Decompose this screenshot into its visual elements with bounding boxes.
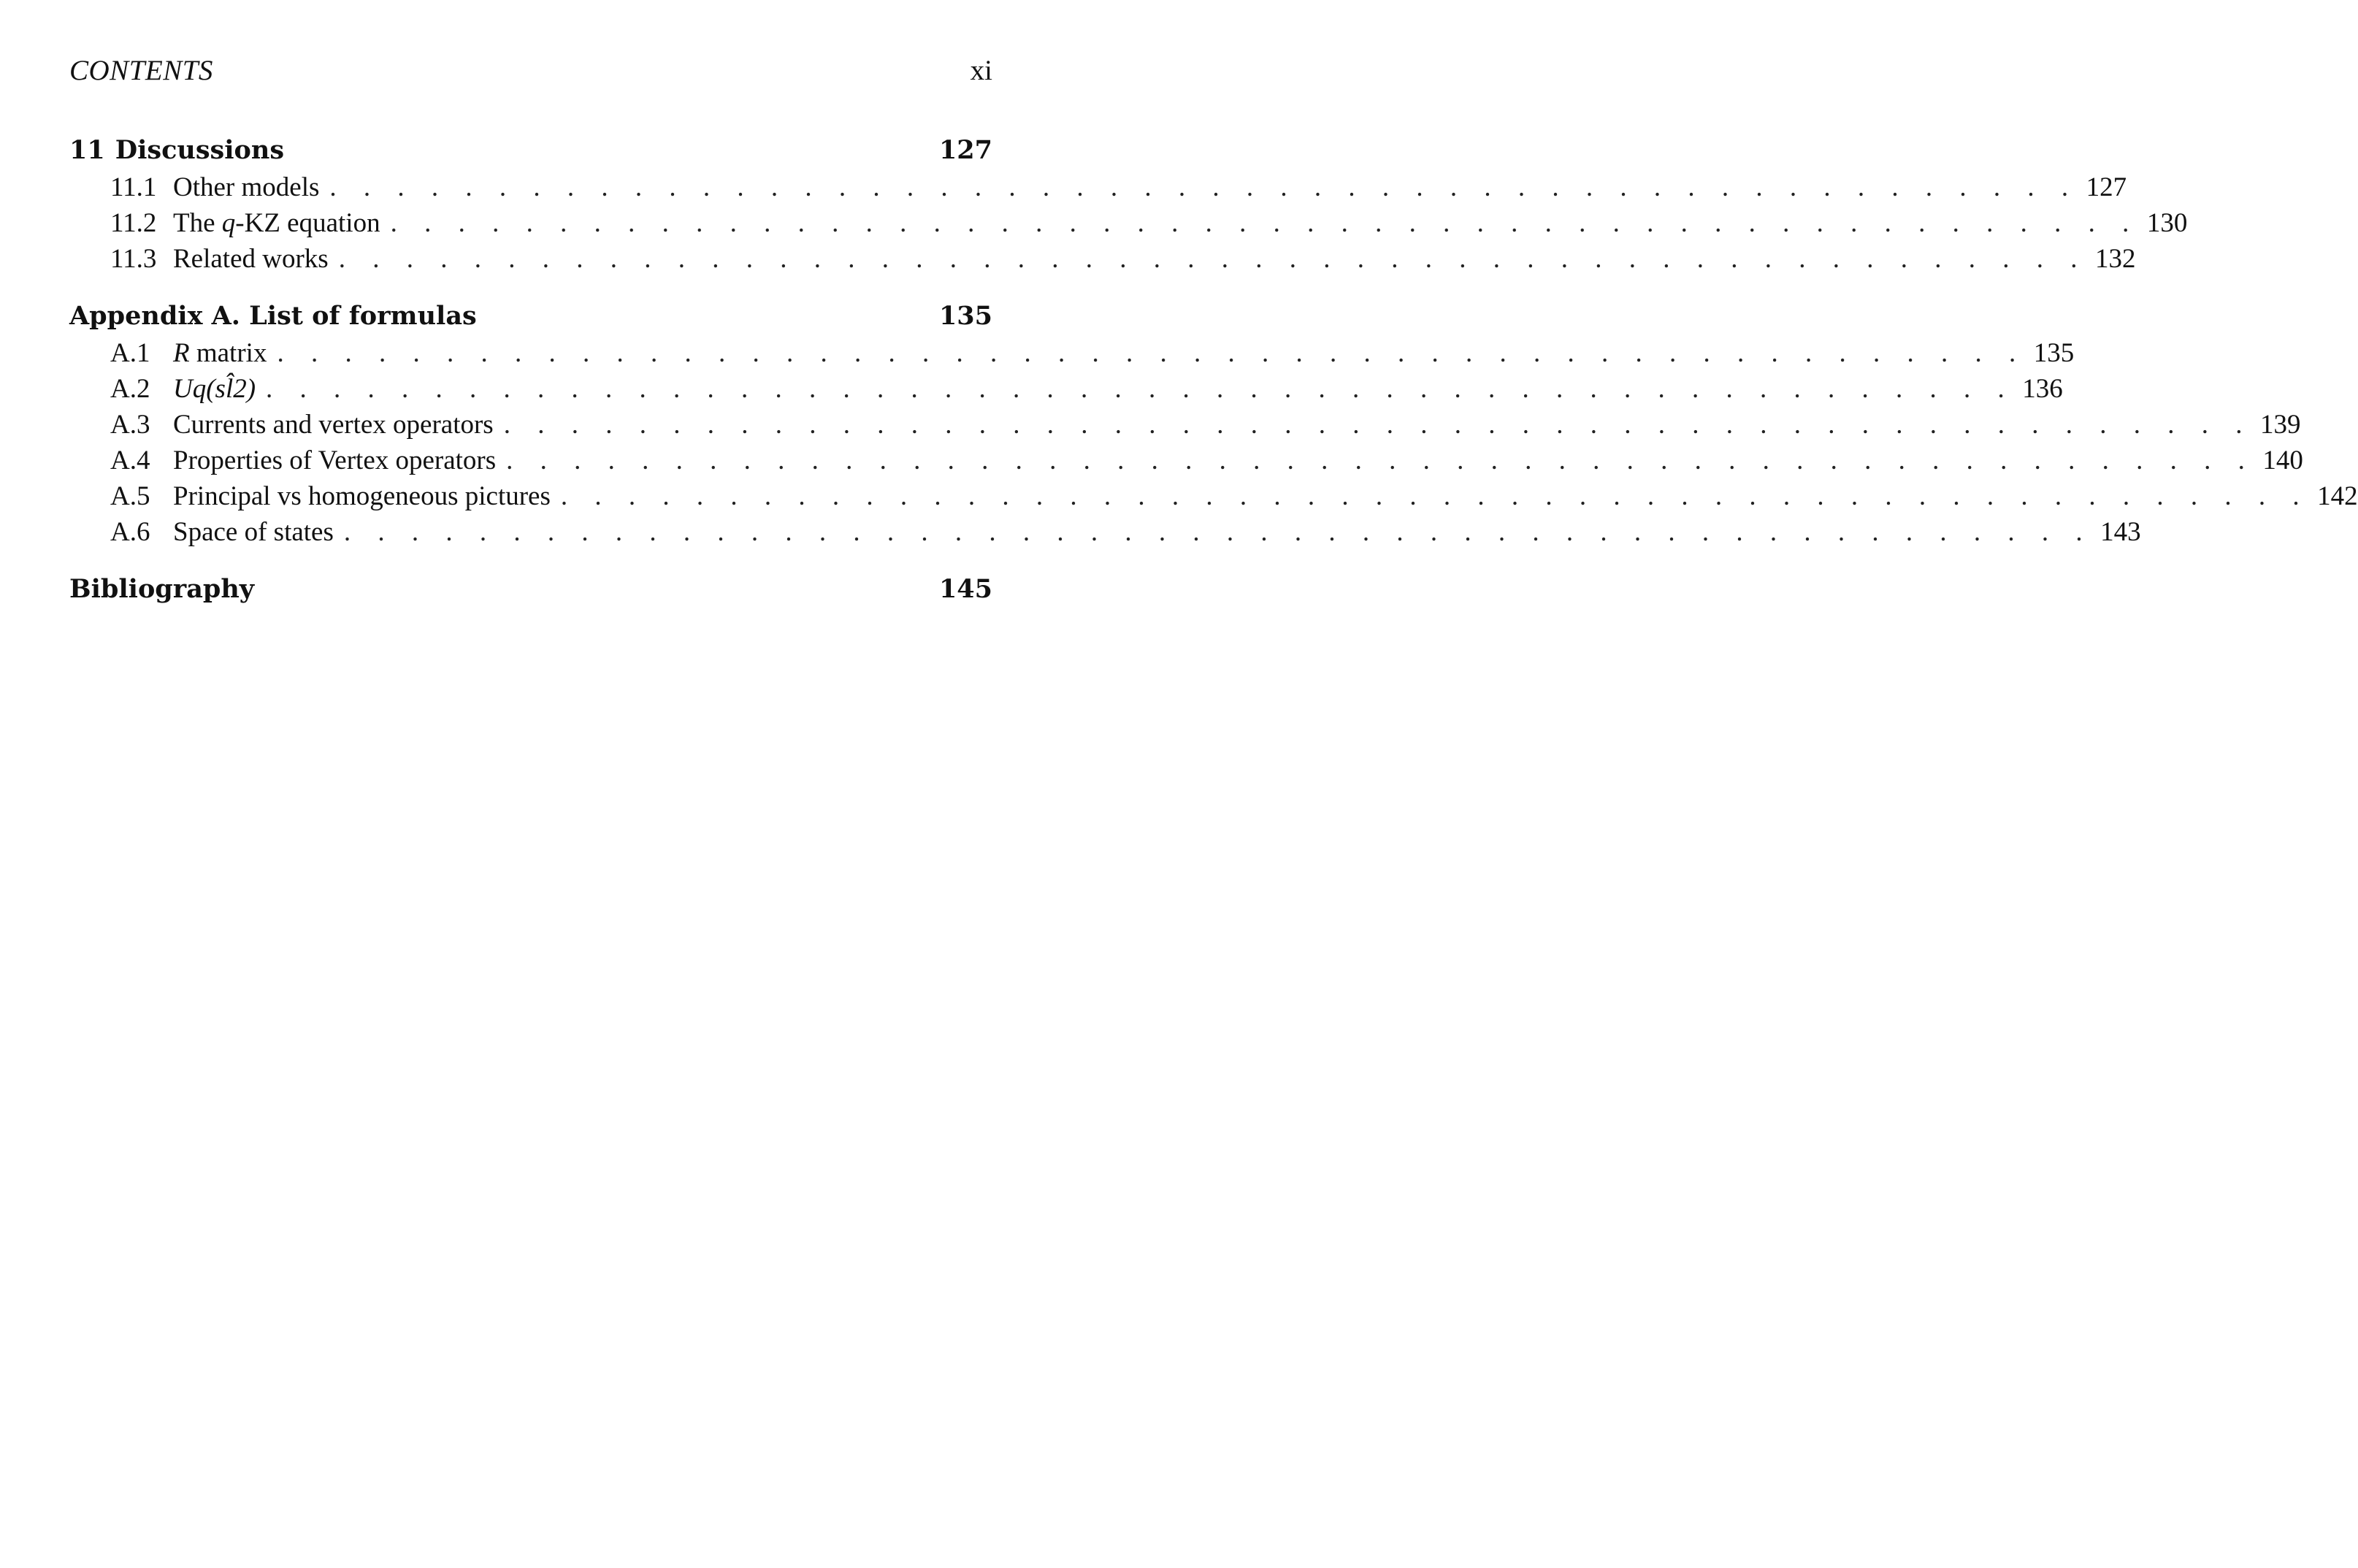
toc-entry-title: Other models (173, 172, 320, 202)
toc-entry-number: A.3 (110, 410, 150, 440)
toc-chapter-title: Bibliography (69, 574, 255, 604)
toc-entry-title-variable: q (221, 208, 236, 238)
toc-entry-leader: . . . . . . . . . . . . . . . . . . . . . . . . . . . . . . . . . . . . . . . . . . . . . . . . . . . . (390, 208, 2140, 238)
toc-entry-number: 11.2 (110, 208, 157, 238)
toc-entry-page: 130 (2146, 208, 2188, 238)
toc-chapter-page: 135 (938, 301, 992, 331)
toc-section-list (69, 335, 2358, 550)
toc-entry[interactable] (69, 371, 2063, 407)
toc-entry-leader: . . . . . . . . . . . . . . . . . . . . . . . . . . . . . . . . . . . . . . . . . . . . . . . . . . . . (338, 244, 2088, 274)
table-of-contents (69, 131, 2358, 629)
toc-entry-title-variable: R (173, 338, 190, 368)
toc-section-list (69, 169, 2188, 277)
running-head-title: CONTENTS (69, 55, 213, 86)
toc-chapter-page: 145 (938, 574, 992, 604)
toc-entry[interactable] (69, 335, 2075, 371)
running-head (69, 54, 992, 91)
toc-chapter-bibliography (69, 570, 992, 608)
toc-entry-number: A.6 (110, 517, 150, 547)
toc-entry-number: A.5 (110, 481, 150, 511)
toc-entry-title-post: matrix (189, 338, 267, 368)
toc-entry[interactable] (69, 205, 2188, 241)
toc-entry-title-post: -KZ equation (235, 208, 380, 238)
toc-entry-leader: . . . . . . . . . . . . . . . . . . . . . . . . . . . . . . . . . . . . . . . . . . . . . . . . . . . . (266, 374, 2015, 404)
toc-entry-title (173, 335, 267, 371)
toc-entry-leader: . . . . . . . . . . . . . . . . . . . . . . . . . . . . . . . . . . . . . . . . . . . . . . . . . . . . (329, 172, 2079, 202)
toc-chapter-title: Discussions (115, 135, 285, 165)
running-head-page-number: xi (970, 55, 992, 86)
toc-entry-leader: . . . . . . . . . . . . . . . . . . . . . . . . . . . . . . . . . . . . . . . . . . . . . . . . . . . . (560, 481, 2310, 511)
toc-chapter-appendix-a (69, 297, 2358, 550)
toc-entry-page: 136 (2022, 374, 2063, 404)
toc-entry[interactable] (69, 169, 2127, 205)
toc-entry-page: 132 (2094, 244, 2136, 274)
toc-chapter-title: Appendix A. List of formulas (69, 301, 477, 331)
toc-entry-page: 135 (2033, 338, 2075, 368)
toc-entry[interactable] (69, 514, 2141, 550)
toc-entry[interactable] (69, 241, 2136, 277)
toc-chapter-heading[interactable] (69, 570, 992, 608)
toc-entry-page: 139 (2259, 410, 2301, 440)
toc-entry-leader: . . . . . . . . . . . . . . . . . . . . . . . . . . . . . . . . . . . . . . . . . . . . . . . . . . . . (503, 410, 2253, 440)
toc-entry-leader: . . . . . . . . . . . . . . . . . . . . . . . . . . . . . . . . . . . . . . . . . . . . . . . . . . . . (506, 445, 2255, 475)
toc-chapter-number: 11 (69, 135, 105, 165)
toc-entry-page: 140 (2262, 445, 2303, 475)
toc-chapter-heading[interactable] (69, 297, 992, 335)
toc-entry-page: 142 (2317, 481, 2358, 511)
toc-entry-title: Related works (173, 244, 329, 274)
toc-entry-title: Properties of Vertex operators (173, 445, 497, 475)
toc-entry-leader: . . . . . . . . . . . . . . . . . . . . . . . . . . . . . . . . . . . . . . . . . . . . . . . . . . . . (277, 338, 2026, 368)
toc-entry-leader: . . . . . . . . . . . . . . . . . . . . . . . . . . . . . . . . . . . . . . . . . . . . . . . . . . . . (343, 517, 2093, 547)
toc-chapter-discussions (69, 131, 2188, 277)
toc-entry-number: A.1 (110, 338, 150, 368)
toc-entry[interactable] (69, 407, 2301, 443)
toc-entry[interactable] (69, 478, 2358, 514)
toc-chapter-page: 127 (938, 135, 992, 165)
toc-entry-number: A.4 (110, 445, 150, 475)
toc-entry-title: Space of states (173, 517, 334, 547)
toc-entry-title-math: Uq(sl̂2) (173, 374, 256, 404)
toc-entry-page: 127 (2086, 172, 2127, 202)
toc-entry[interactable] (69, 443, 2303, 478)
toc-entry-page: 143 (2100, 517, 2141, 547)
toc-chapter-heading[interactable] (69, 131, 992, 169)
toc-entry-number: A.2 (110, 374, 150, 404)
toc-entry-title: Principal vs homogeneous pictures (173, 481, 551, 511)
toc-entry-title: Currents and vertex operators (173, 410, 494, 440)
toc-entry-title (173, 205, 380, 241)
toc-chapter-label (69, 131, 284, 169)
toc-entry-number: 11.1 (110, 172, 157, 202)
toc-entry-number: 11.3 (110, 244, 157, 274)
toc-entry-title-pre: The (173, 208, 222, 238)
